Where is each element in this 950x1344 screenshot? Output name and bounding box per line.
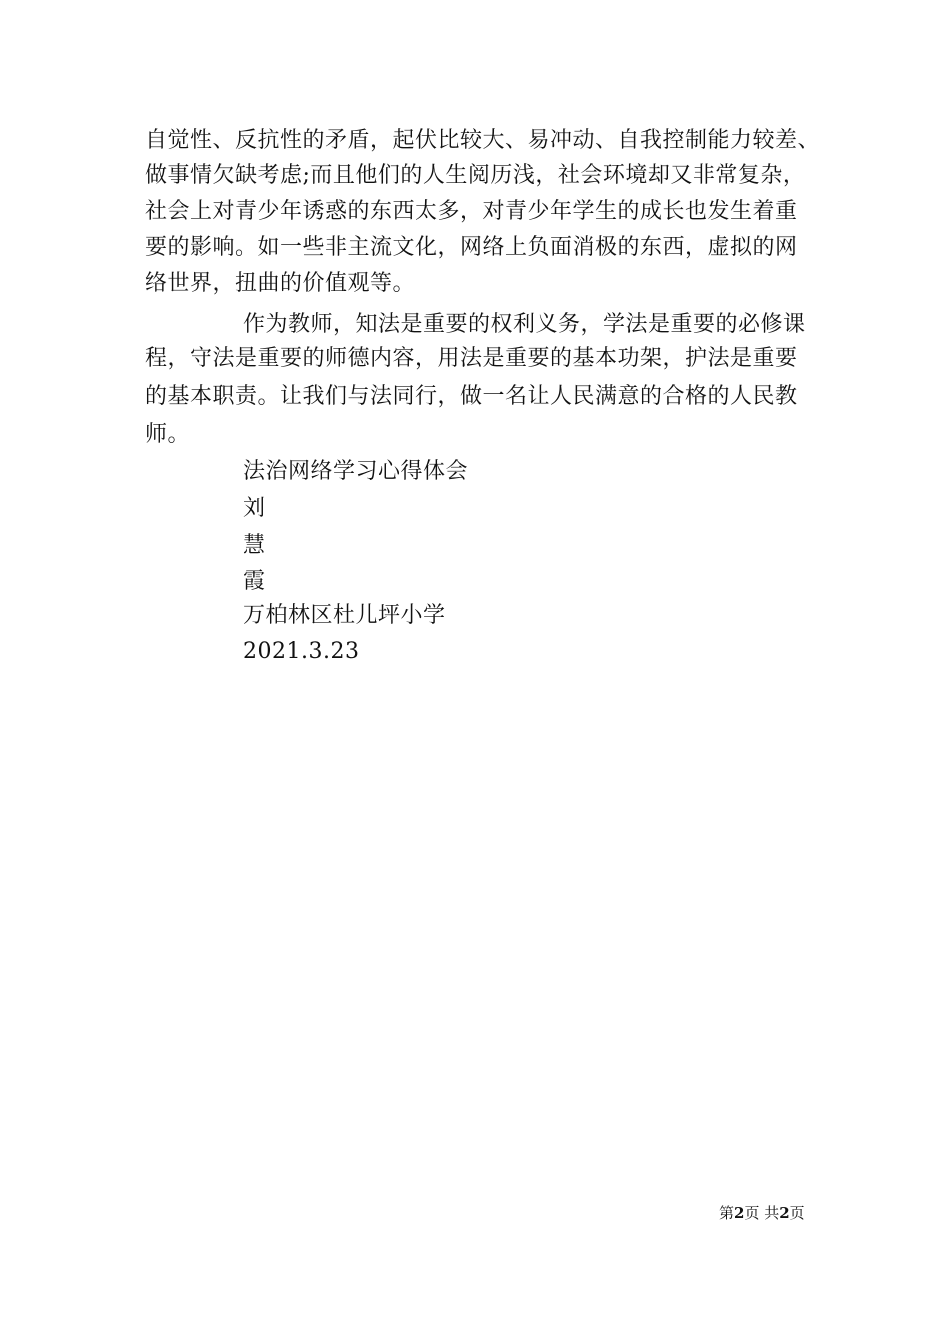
paragraph2-line: 程，守法是重要的师德内容，用法是重要的基本功架，护法是重要 xyxy=(145,346,798,371)
body-line: 做事情欠缺考虑;而且他们的人生阅历浅，社会环境却又非常复杂， xyxy=(145,163,806,188)
paragraph2-line: 作为教师，知法是重要的权利义务，学法是重要的必修课 xyxy=(243,312,806,337)
paragraph2-line: 的基本职责。让我们与法同行，做一名让人民满意的合格的人民教 xyxy=(145,384,798,409)
signature-name-char: 慧 xyxy=(243,533,266,558)
page-footer xyxy=(719,1203,805,1223)
footer-total-pages: 2 xyxy=(779,1204,790,1222)
signature-school: 万柏林区杜儿坪小学 xyxy=(243,603,446,628)
body-line: 社会上对青少年诱惑的东西太多，对青少年学生的成长也发生着重 xyxy=(145,199,798,224)
signature-date: 2021.3.23 xyxy=(243,639,360,664)
footer-prefix: 第 xyxy=(719,1204,735,1222)
body-line: 要的影响。如一些非主流文化，网络上负面消极的东西，虚拟的网 xyxy=(145,235,798,260)
body-line: 自觉性、反抗性的矛盾，起伏比较大、易冲动、自我控制能力较差、 xyxy=(145,128,821,153)
footer-middle: 页 共 xyxy=(744,1204,780,1222)
paragraph2-line: 师。 xyxy=(145,422,191,447)
signature-name-char: 霞 xyxy=(243,569,266,594)
body-line: 络世界，扭曲的价值观等。 xyxy=(145,271,416,296)
footer-page-number: 2 xyxy=(734,1204,745,1222)
signature-title: 法治网络学习心得体会 xyxy=(243,459,469,484)
footer-suffix: 页 xyxy=(789,1204,805,1222)
signature-name-char: 刘 xyxy=(243,496,266,521)
